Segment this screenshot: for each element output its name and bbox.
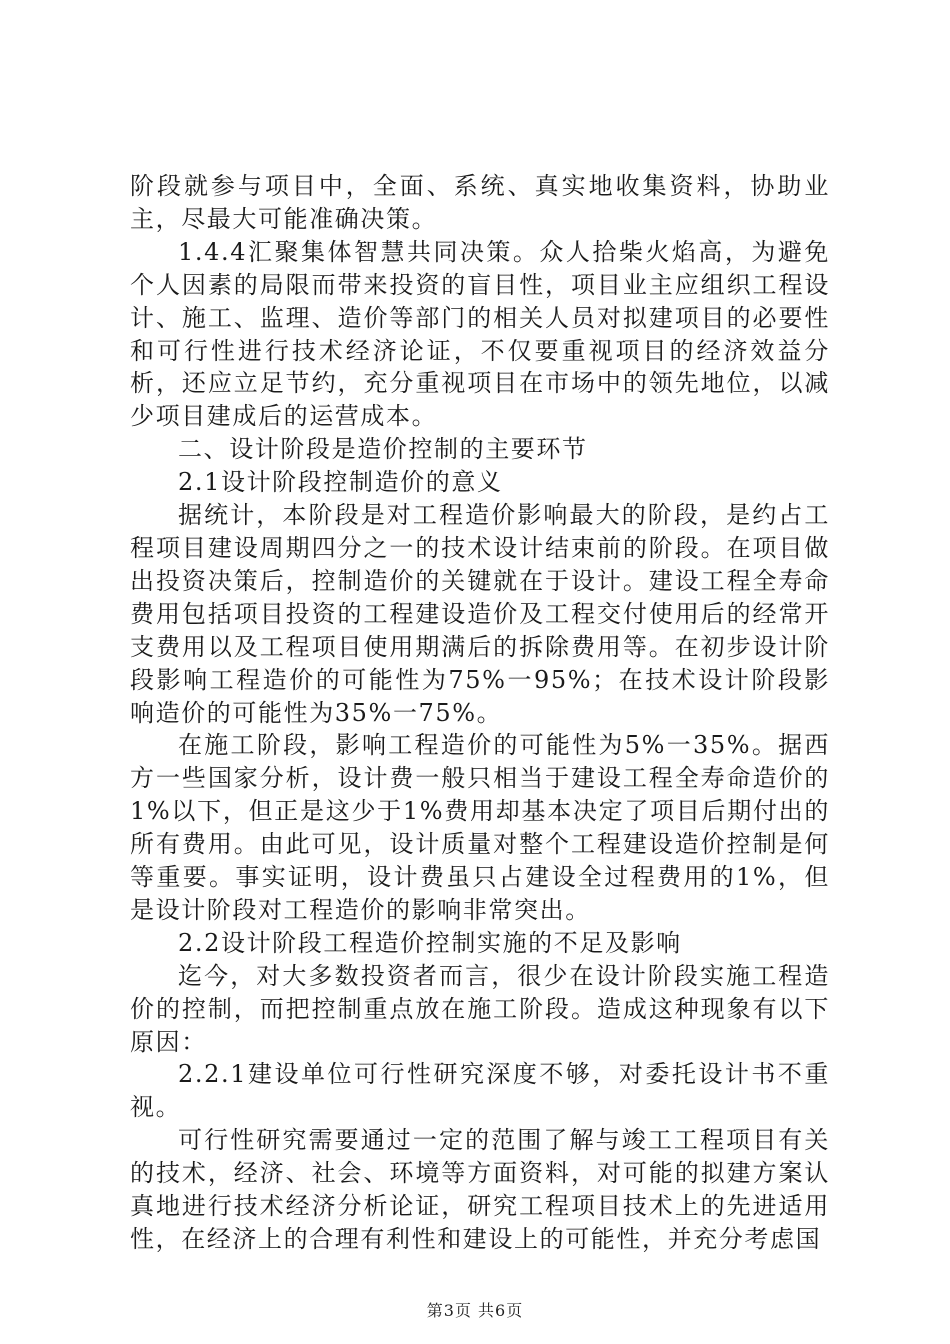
paragraph-construction-stage: 在施工阶段，影响工程造价的可能性为5%一35%。据西方一些国家分析，设计费一般只相当于建设工程全寿命造价的1%以下，但正是这少于1%费用却基本决定了项目后期付出的所有费用。由此可见，设计质量对整个工程建设造价控制是何等重要。事实证明，设计费虽只占建设全过程费用的1%，但是设计阶段对工程造价的影响非常突出。 <box>130 731 830 924</box>
document-body <box>130 170 830 1256</box>
subsection-heading-2-2: 2.2设计阶段工程造价控制实施的不足及影响 <box>178 928 682 957</box>
subsection-heading-2-1: 2.1设计阶段控制造价的意义 <box>178 468 503 497</box>
section-heading-2: 二、设计阶段是造价控制的主要环节 <box>178 435 588 464</box>
page-number: 第3页 共6页 <box>426 1301 524 1320</box>
paragraph-2-2-1: 2.2.1建设单位可行性研究深度不够，对委托设计书不重视。 <box>130 1060 830 1122</box>
paragraph-continuation: 阶段就参与项目中，全面、系统、真实地收集资料，协助业主，尽最大可能准确决策。 <box>130 172 830 233</box>
paragraph-statistics: 据统计，本阶段是对工程造价影响最大的阶段，是约占工程项目建设周期四分之一的技术设计结束前的阶段。在项目做出投资决策后，控制造价的关键就在于设计。建设工程全寿命费用包括项目投资的工程建设造价及工程交付使用后的经常开支费用以及工程项目使用期满后的拆除费用等。在初步设计阶段影响工程造价的可能性为75%一95%；在技术设计阶段影响造价的可能性为35%一75%。 <box>130 501 830 727</box>
paragraph-1-4-4: 1.4.4汇聚集体智慧共同决策。众人拾柴火焰高，为避免个人因素的局限而带来投资的盲目性，项目业主应组织工程设计、施工、监理、造价等部门的相关人员对拟建项目的必要性和可行性进行技术经济论证，不仅要重视项目的经济效益分析，还应立足节约，充分重视项目在市场中的领先地位，以减少项目建成后的运营成本。 <box>130 237 830 431</box>
page-footer <box>0 1298 950 1321</box>
paragraph-investors: 迄今，对大多数投资者而言，很少在设计阶段实施工程造价的控制，而把控制重点放在施工阶段。造成这种现象有以下原因： <box>130 961 830 1056</box>
paragraph-feasibility: 可行性研究需要通过一定的范围了解与竣工工程项目有关的技术，经济、社会、环境等方面资料，对可能的拟建方案认真地进行技术经济分析论证，研究工程项目技术上的先进适用性，在经济上的合理有利性和建设上的可能性，并充分考虑国 <box>130 1126 830 1253</box>
